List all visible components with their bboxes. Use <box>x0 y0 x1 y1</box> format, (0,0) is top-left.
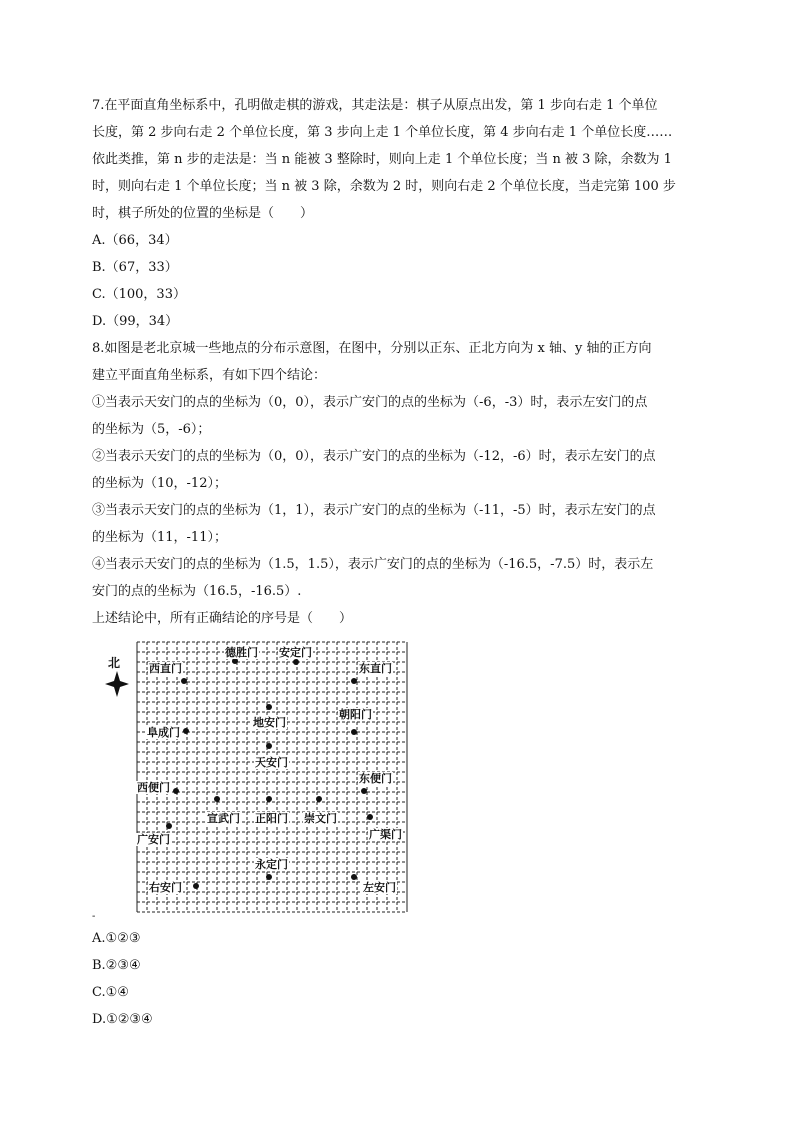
q8-line: 上述结论中，所有正确结论的序号是（ ） <box>92 611 353 626</box>
map-place-label: 崇文门 <box>304 812 337 825</box>
q8-line: 建立平面直角坐标系，有如下四个结论： <box>92 368 327 383</box>
map-point <box>367 814 373 820</box>
q8-line: 的坐标为（5，-6）； <box>92 422 211 437</box>
map-point <box>316 796 322 802</box>
map-point <box>351 729 357 735</box>
map-place-label: 朝阳门 <box>339 708 372 721</box>
map-point <box>266 743 272 749</box>
q7-option-c[interactable]: C.（100，33） <box>92 287 186 302</box>
q7-line: 时，棋子所处的位置的坐标是（ ） <box>92 206 314 221</box>
map-place-label: 东直门 <box>359 662 392 675</box>
q7-option-b[interactable]: B.（67，33） <box>92 260 178 275</box>
map-point <box>181 678 187 684</box>
map-point <box>361 788 367 794</box>
q8-line: ①当表示天安门的点的坐标为（0，0），表示广安门的点的坐标为（-6，-3）时，表示左安门的点 <box>92 395 648 410</box>
map-place-label: 安定门 <box>279 646 312 659</box>
q8-option-a[interactable]: A.①②③ <box>92 931 141 946</box>
map-place-label: 阜成门 <box>147 726 180 739</box>
map-point <box>266 704 272 710</box>
q8-option-d[interactable]: D.①②③④ <box>92 1012 153 1027</box>
question-8 <box>92 335 704 632</box>
map-point <box>214 796 220 802</box>
compass-star-icon <box>105 671 129 697</box>
map-point <box>351 874 357 880</box>
map-place-label: 西便门 <box>137 781 170 794</box>
north-label: 北 <box>108 656 121 670</box>
beijing-map-figure <box>92 640 422 920</box>
map-point <box>173 788 179 794</box>
q7-option-d[interactable]: D.（99，34） <box>92 314 179 329</box>
q7-line: 7.在平面直角坐标系中，孔明做走棋的游戏，其走法是：棋子从原点出发，第 1 步向右走 1 个单位 <box>92 98 658 113</box>
q7-line: 依此类推，第 n 步的走法是：当 n 能被 3 整除时，则向上走 1 个单位长度；当 n 被 3 除，余数为 1 <box>92 152 672 167</box>
map-point <box>266 874 272 880</box>
map-point <box>351 678 357 684</box>
map-place-label: 右安门 <box>149 881 182 894</box>
q8-line: 安门的点的坐标为（16.5，-16.5）. <box>92 584 302 599</box>
map-place-label: 德胜门 <box>225 646 258 659</box>
q7-option-a[interactable]: A.（66，34） <box>92 233 178 248</box>
question-7 <box>92 92 704 632</box>
map-place-label: 天安门 <box>255 756 288 769</box>
q8-line: ③当表示天安门的点的坐标为（1，1），表示广安门的点的坐标为（-11，-5）时，表示左安门的点 <box>92 503 656 518</box>
map-place-label: 西直门 <box>149 662 182 675</box>
q7-line: 时，则向右走 1 个单位长度；当 n 被 3 除，余数为 2 时，则向右走 2 个单位长度，当走完第 100 步 <box>92 179 676 194</box>
map-point <box>266 796 272 802</box>
q8-line: ④当表示天安门的点的坐标为（1.5，1.5），表示广安门的点的坐标为（-16.5，-7.5）时，表示左 <box>92 557 654 572</box>
map-place-label: 东便门 <box>359 772 392 785</box>
map-point <box>193 883 199 889</box>
map-place-label: 地安门 <box>253 716 286 729</box>
q8-option-b[interactable]: B.②③④ <box>92 958 141 973</box>
q8-options <box>92 925 153 1033</box>
map-place-label: 广渠门 <box>369 828 402 841</box>
q8-line: 的坐标为（11，-11）； <box>92 530 227 545</box>
map-place-label: 永定门 <box>255 858 288 871</box>
q8-line: ②当表示天安门的点的坐标为（0，0），表示广安门的点的坐标为（-12，-6）时，表示左安门的点 <box>92 449 656 464</box>
map-place-label: 宣武门 <box>207 812 240 825</box>
map-point <box>166 823 172 829</box>
q8-option-c[interactable]: C.①④ <box>92 985 129 1000</box>
map-place-label: 左安门 <box>363 881 396 894</box>
map-place-label: 正阳门 <box>255 812 288 825</box>
q8-line: 的坐标为（10，-12）； <box>92 476 227 491</box>
q8-line: 8.如图是老北京城一些地点的分布示意图，在图中，分别以正东、正北方向为 x 轴、y 轴的正方向 <box>92 341 652 356</box>
q7-line: 长度，第 2 步向右走 2 个单位长度，第 3 步向上走 1 个单位长度，第 4 步向右走 1 个单位长度…… <box>92 125 673 140</box>
map-point <box>293 659 299 665</box>
separator-mark: - <box>92 911 96 922</box>
map-place-label: 广安门 <box>137 833 170 846</box>
map-point <box>183 728 189 734</box>
